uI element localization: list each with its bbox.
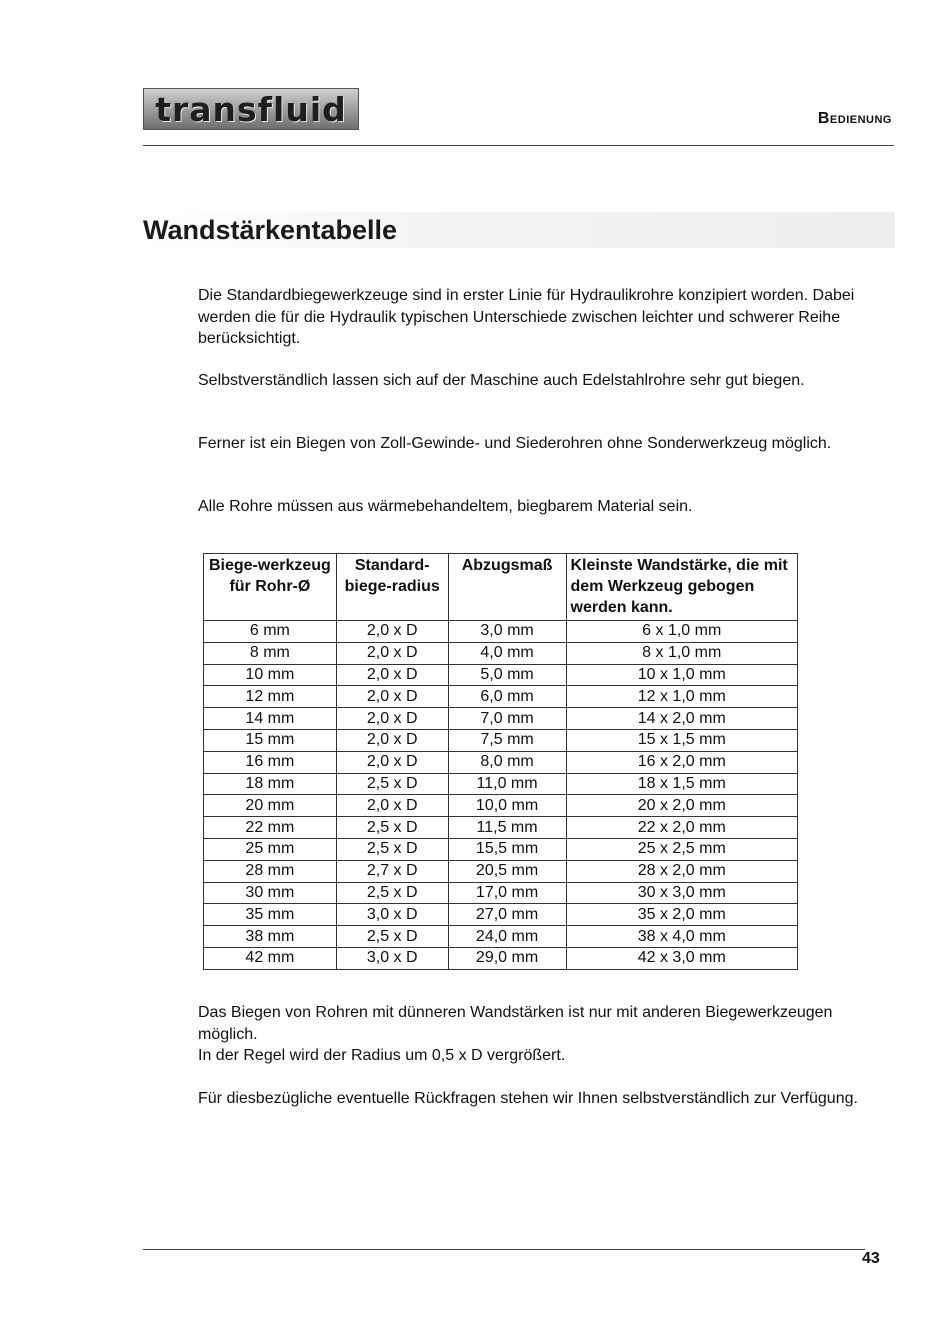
- cell-min-wall-thickness: 42 x 3,0 mm: [566, 947, 798, 969]
- table-row: [204, 751, 798, 773]
- intro-paragraph-1: Die Standardbiegewerkzeuge sind in erster Linie für Hydraulikrohre konzipiert worden. Dabei werden die für die Hydraulik typischen Unterschiede zwischen leichter und schwerer Reihe berücksichtigt.: [198, 287, 855, 347]
- intro-paragraph-4: Alle Rohre müssen aus wärmebehandeltem, biegbarem Material sein.: [198, 498, 693, 515]
- intro-paragraph-2: Selbstverständlich lassen sich auf der Maschine auch Edelstahlrohre sehr gut biegen.: [198, 372, 805, 389]
- cell-min-wall-thickness: 38 x 4,0 mm: [566, 926, 798, 948]
- cell-bend-radius: 3,0 x D: [336, 947, 448, 969]
- header-rule: [143, 145, 894, 146]
- table-row: [204, 882, 798, 904]
- cell-bend-radius: 2,0 x D: [336, 686, 448, 708]
- cell-bend-radius: 2,0 x D: [336, 621, 448, 643]
- cell-tube-diameter: 20 mm: [204, 795, 337, 817]
- table-row: [204, 773, 798, 795]
- cell-min-wall-thickness: 6 x 1,0 mm: [566, 621, 798, 643]
- cell-min-wall-thickness: 20 x 2,0 mm: [566, 795, 798, 817]
- cell-pull-off: 17,0 mm: [448, 882, 566, 904]
- header-min-wall-thickness: Kleinste Wandstärke, die mit dem Werkzeug gebogen werden kann.: [566, 554, 798, 621]
- cell-tube-diameter: 18 mm: [204, 773, 337, 795]
- cell-min-wall-thickness: 12 x 1,0 mm: [566, 686, 798, 708]
- cell-tube-diameter: 15 mm: [204, 729, 337, 751]
- cell-tube-diameter: 25 mm: [204, 838, 337, 860]
- cell-min-wall-thickness: 8 x 1,0 mm: [566, 642, 798, 664]
- cell-bend-radius: 2,0 x D: [336, 708, 448, 730]
- cell-tube-diameter: 28 mm: [204, 860, 337, 882]
- footer-rule: [143, 1249, 865, 1250]
- section-label: Bedienung: [817, 110, 892, 127]
- cell-min-wall-thickness: 14 x 2,0 mm: [566, 708, 798, 730]
- cell-bend-radius: 3,0 x D: [336, 904, 448, 926]
- cell-min-wall-thickness: 18 x 1,5 mm: [566, 773, 798, 795]
- cell-min-wall-thickness: 35 x 2,0 mm: [566, 904, 798, 926]
- cell-pull-off: 11,5 mm: [448, 817, 566, 839]
- cell-pull-off: 20,5 mm: [448, 860, 566, 882]
- cell-min-wall-thickness: 30 x 3,0 mm: [566, 882, 798, 904]
- cell-pull-off: 7,0 mm: [448, 708, 566, 730]
- cell-tube-diameter: 38 mm: [204, 926, 337, 948]
- header-pull-off: Abzugsmaß: [448, 554, 566, 621]
- cell-pull-off: 5,0 mm: [448, 664, 566, 686]
- cell-bend-radius: 2,0 x D: [336, 751, 448, 773]
- cell-min-wall-thickness: 28 x 2,0 mm: [566, 860, 798, 882]
- table-row: [204, 926, 798, 948]
- table-row: [204, 904, 798, 926]
- cell-pull-off: 11,0 mm: [448, 773, 566, 795]
- cell-min-wall-thickness: 10 x 1,0 mm: [566, 664, 798, 686]
- cell-tube-diameter: 42 mm: [204, 947, 337, 969]
- table-row: [204, 795, 798, 817]
- cell-tube-diameter: 16 mm: [204, 751, 337, 773]
- cell-bend-radius: 2,5 x D: [336, 926, 448, 948]
- table-row: [204, 729, 798, 751]
- cell-bend-radius: 2,7 x D: [336, 860, 448, 882]
- table-row: [204, 621, 798, 643]
- cell-tube-diameter: 30 mm: [204, 882, 337, 904]
- table-row: [204, 664, 798, 686]
- page-title: Wandstärkentabelle: [143, 215, 398, 245]
- cell-min-wall-thickness: 15 x 1,5 mm: [566, 729, 798, 751]
- cell-tube-diameter: 10 mm: [204, 664, 337, 686]
- cell-pull-off: 3,0 mm: [448, 621, 566, 643]
- cell-pull-off: 4,0 mm: [448, 642, 566, 664]
- intro-paragraph-3: Ferner ist ein Biegen von Zoll-Gewinde- und Siederohren ohne Sonderwerkzeug möglich.: [198, 435, 832, 452]
- cell-pull-off: 6,0 mm: [448, 686, 566, 708]
- cell-bend-radius: 2,5 x D: [336, 773, 448, 795]
- cell-bend-radius: 2,5 x D: [336, 817, 448, 839]
- cell-tube-diameter: 35 mm: [204, 904, 337, 926]
- cell-tube-diameter: 12 mm: [204, 686, 337, 708]
- cell-pull-off: 8,0 mm: [448, 751, 566, 773]
- table-row: [204, 708, 798, 730]
- cell-min-wall-thickness: 25 x 2,5 mm: [566, 838, 798, 860]
- header-tube-diameter: Biege-werkzeug für Rohr-Ø: [204, 554, 337, 621]
- header-bend-radius: Standard-biege-radius: [336, 554, 448, 621]
- cell-pull-off: 24,0 mm: [448, 926, 566, 948]
- cell-tube-diameter: 8 mm: [204, 642, 337, 664]
- cell-tube-diameter: 22 mm: [204, 817, 337, 839]
- cell-pull-off: 15,5 mm: [448, 838, 566, 860]
- table-row: [204, 860, 798, 882]
- cell-bend-radius: 2,0 x D: [336, 642, 448, 664]
- cell-bend-radius: 2,0 x D: [336, 664, 448, 686]
- table-row: [204, 838, 798, 860]
- table-row: [204, 947, 798, 969]
- cell-pull-off: 29,0 mm: [448, 947, 566, 969]
- cell-pull-off: 27,0 mm: [448, 904, 566, 926]
- cell-bend-radius: 2,5 x D: [336, 838, 448, 860]
- note-paragraph-1: Das Biegen von Rohren mit dünneren Wandstärken ist nur mit anderen Biegewerkzeugen möglich.: [198, 1004, 833, 1043]
- cell-bend-radius: 2,5 x D: [336, 882, 448, 904]
- cell-pull-off: 7,5 mm: [448, 729, 566, 751]
- cell-min-wall-thickness: 22 x 2,0 mm: [566, 817, 798, 839]
- table-row: [204, 686, 798, 708]
- cell-bend-radius: 2,0 x D: [336, 795, 448, 817]
- cell-tube-diameter: 6 mm: [204, 621, 337, 643]
- note-paragraph-3: Für diesbezügliche eventuelle Rückfragen stehen wir Ihnen selbstverständlich zur Verfügung.: [198, 1090, 858, 1107]
- table-row: [204, 642, 798, 664]
- cell-tube-diameter: 14 mm: [204, 708, 337, 730]
- cell-min-wall-thickness: 16 x 2,0 mm: [566, 751, 798, 773]
- table-row: [204, 817, 798, 839]
- wall-thickness-table: [203, 553, 798, 970]
- table-header-row: [204, 554, 798, 621]
- cell-bend-radius: 2,0 x D: [336, 729, 448, 751]
- note-paragraph-2: In der Regel wird der Radius um 0,5 x D vergrößert.: [198, 1047, 566, 1064]
- cell-pull-off: 10,0 mm: [448, 795, 566, 817]
- transfluid-logo: transfluid: [143, 88, 359, 130]
- page-number: 43: [862, 1250, 880, 1267]
